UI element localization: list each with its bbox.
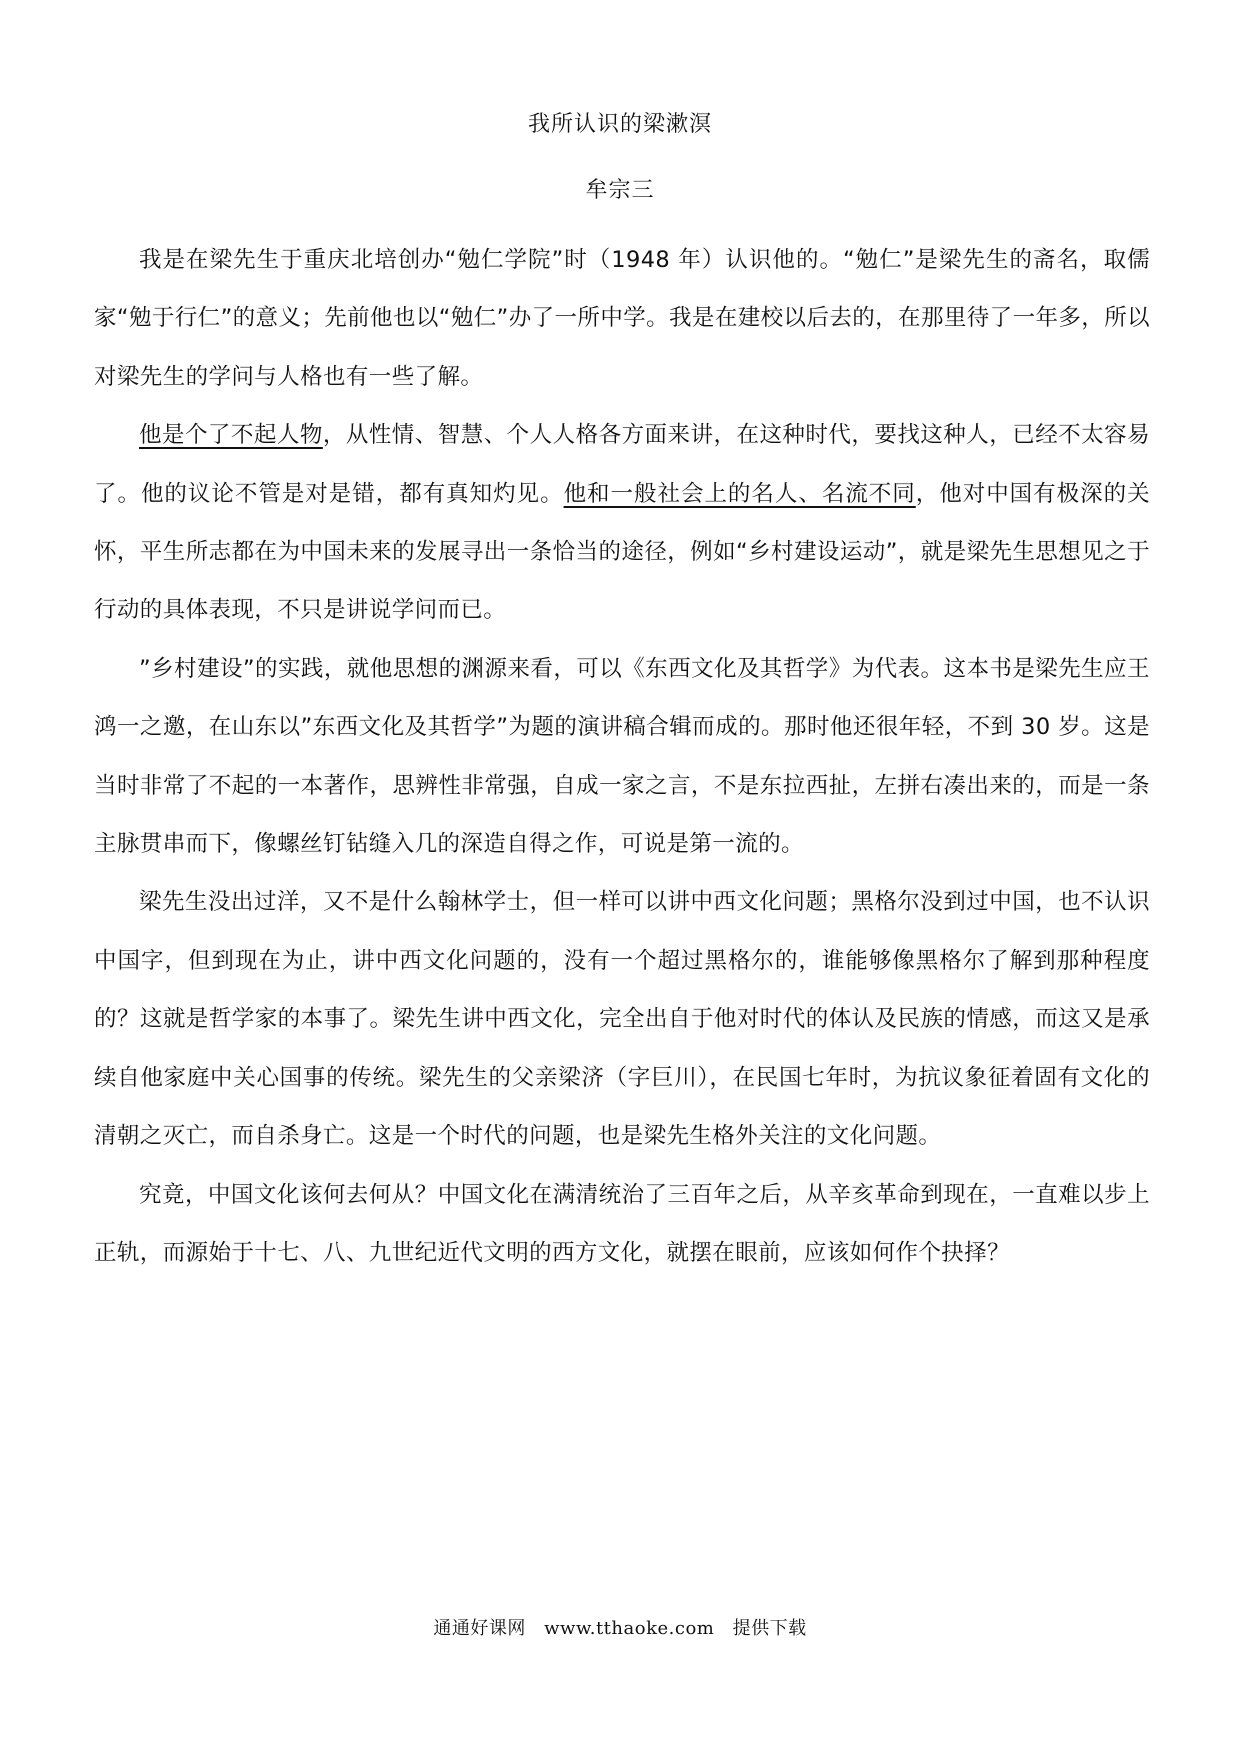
- paragraph-text: ，从性情、智慧、个人人格各方面来讲，在这种时代，要找这种人，已经不太容易了。他的议论不管是对是错，都有真知灼见。: [94, 422, 1151, 507]
- footer-site-name: 通通好课网: [433, 1618, 526, 1639]
- document-title: 我所认识的梁漱溟: [527, 112, 712, 137]
- article-body: [94, 231, 1150, 1282]
- underlined-phrase: 他是个了不起人物: [139, 422, 323, 449]
- footer-url: www.tthaoke.com: [544, 1618, 715, 1639]
- underlined-phrase: 他和一般社会上的名人、名流不同: [563, 480, 916, 507]
- paragraph-text: ，他对中国有极深的关怀，平生所志都在为中国未来的发展寻出一条恰当的途径，例如“乡村建设运动”，就是梁先生思想见之于行动的具体表现，不只是讲说学问而已。: [94, 480, 1150, 624]
- paragraph-1: [94, 231, 1150, 406]
- paragraph-text: 究竟，中国文化该何去何从？中国文化在满清统治了三百年之后，从辛亥革命到现在，一直难以步上正轨，而源始于十七、八、九世纪近代文明的西方文化，就摆在眼前，应该如何作个抉择？: [94, 1181, 1150, 1266]
- paragraph-4: [94, 873, 1150, 1165]
- document-author: 牟宗三: [585, 178, 655, 203]
- paragraph-2: [94, 406, 1150, 640]
- paragraph-text: 梁先生没出过洋，又不是什么翰林学士，但一样可以讲中西文化问题；黑格尔没到过中国，也不认识中国字，但到现在为止，讲中西文化问题的，没有一个超过黑格尔的，谁能够像黑格尔了解到那种程度的？这就是哲学家的本事了。梁先生讲中西文化，完全出自于他对时代的体认及民族的情感，而这又是承续自他家庭中关心国事的传统。梁先生的父亲梁济（字巨川），在民国七年时，为抗议象征着固有文化的清朝之灭亡，而自杀身亡。这是一个时代的问题，也是梁先生格外关注的文化问题。: [94, 889, 1150, 1150]
- paragraph-text: ”乡村建设”的实践，就他思想的渊源来看，可以《东西文化及其哲学》为代表。这本书是梁先生应王鸿一之邀，在山东以”东西文化及其哲学”为题的演讲稿合辑而成的。那时他还很年轻，不到 30 岁。这是当时非常了不起的一本著作，思辨性非常强，自成一家之言，不是东拉西扯，左拼右凑出来的，而是一条主脉贯串而下，像螺丝钉钻缝入几的深造自得之作，可说是第一流的。: [94, 655, 1150, 858]
- page-footer: [0, 1614, 1240, 1640]
- paragraph-text: 我是在梁先生于重庆北培创办“勉仁学院”时（1948 年）认识他的。“勉仁”是梁先生的斋名，取儒家“勉于行仁”的意义；先前他也以“勉仁”办了一所中学。我是在建校以后去的，在那里待了一年多，所以对梁先生的学问与人格也有一些了解。: [94, 247, 1150, 390]
- footer-note: 提供下载: [732, 1618, 807, 1639]
- paragraph-3: [94, 640, 1150, 874]
- paragraph-5: [94, 1166, 1150, 1283]
